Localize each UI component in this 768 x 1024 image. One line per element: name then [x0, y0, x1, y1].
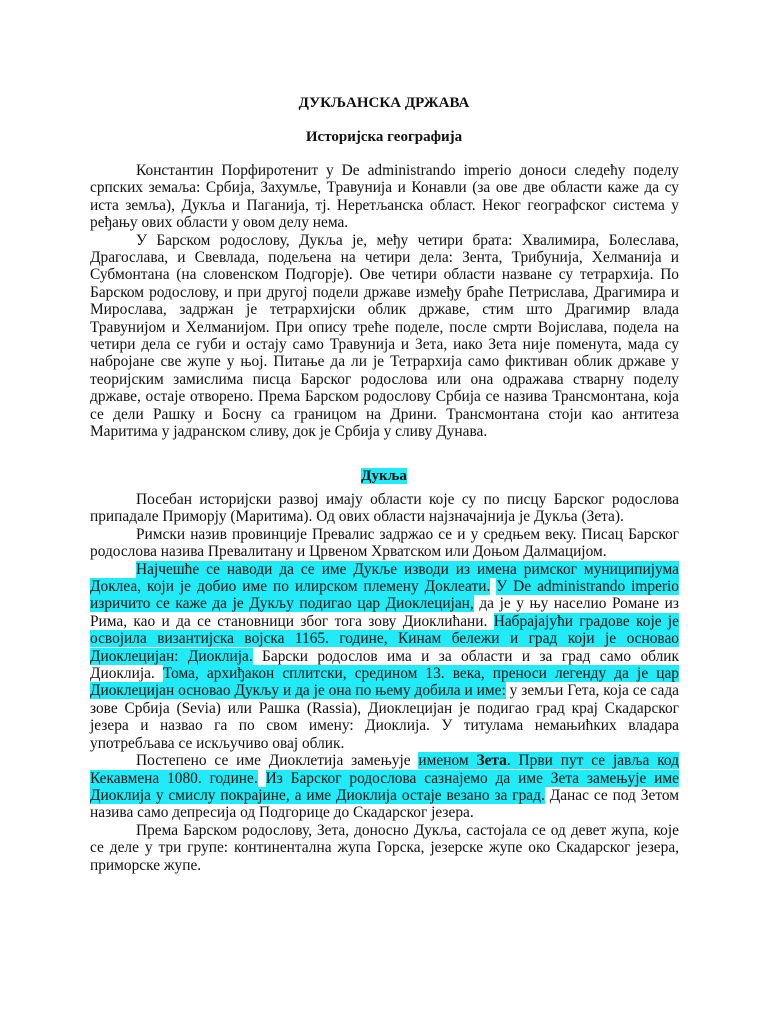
- highlighted-text: Набрајајући градове које је освојила византијска војска 1165. године, Кинам бележи и град који је основао Диоклецијан: Диоклија.: [90, 612, 679, 665]
- text-run: именом: [418, 752, 477, 770]
- paragraph: Римски назив провинције Превалис задржао се и у средњем веку. Писац Барског родослова назива Превалитану и Црвеном Хрватском или Доњом Далмацијом.: [90, 525, 679, 561]
- paragraph: Посебан историјски развој имају области које су по писцу Барског родослова припадале Приморју (Маритима). Од ових области најзначајнија је Дукља (Зета).: [90, 491, 679, 526]
- section-historical-geography: [90, 162, 679, 441]
- paragraph: У Барском родослову, Дукља је, међу четири брата: Хвалимира, Болеслава, Драгослава, и Свевлада, подељена на четири дела: Зента, Трибунија, Хелманија и Субмонтана (на словенском Подгорје). Ове четири области назване су тетрархија. По Барском родослову, и при другој подели државе између браће Петрислава, Драгимира и Мирослава, задржан је тетрархијски облик државе, стим што Драгимир влада Травунијом и Хелманијом. При опису треће поделе, после смрти Војислава, подела на четири дела се губи и остају само Травунија и Зета, иако Зета није поменута, мада су набројане све жупе у њој. Питање да ли је Тетрархија само фиктиван облик државе у теоријским замислима писца Барског родослова или она одражава стварну поделу државе, остаје отворено. Према Барском родослову Србија се назива Трансмонтана, која се дели Рашку и Босну са границом на Дрини. Трансмонтана стоји као антитеза Маритима у јадранском сливу, док је Србија у сливу Дунава.: [90, 231, 679, 441]
- text-run: Постепено се име Диоклетија замењује: [136, 752, 419, 770]
- text-run: да је у њу населио Романе из Рима, као и да се становници због тога зову Диоклићани.: [90, 595, 679, 630]
- highlighted-text: Тома, архиђакон сплитски, средином 13. века, преноси легенду да је цар Диоклецијан основао Дукљу и да је она по њему добила и име:: [90, 665, 679, 700]
- bold-term: Зета: [476, 752, 507, 770]
- paragraph: Према Барском родослову, Зета, доносно Дукља, састојала се од девет жупа, које се деле у три групе: континентална жупа Горска, језерске жупе око Скадарског језера, приморске жупе.: [90, 821, 679, 874]
- paragraph: [90, 561, 679, 752]
- highlighted-text: Најчешће се наводи да се име Дукље изводи из имена римског муниципијума Доклеа, који је добио име по илирском племену Доклеати.: [90, 560, 679, 596]
- text-run: . Први пут се јавља код Кекавмена 1080. године.: [90, 752, 679, 787]
- text-run: Данас се под Зетом назива само депресија од Подгорице до Скадарског језера.: [90, 786, 679, 822]
- page-subtitle: Историјска географија: [305, 129, 463, 145]
- section-heading-text: Дукља: [361, 468, 407, 484]
- highlighted-text: У De administrando imperio изричито се каже да је Дукљу подигао цар Диоклецијан,: [90, 578, 679, 613]
- page-title: ДУКЉАНСКА ДРЖАВА: [298, 95, 470, 111]
- text-run: у земљи Гета, која се сада зове Србија (Sevia) или Рашка (Rassia), Диоклецијан је подигао град крај Скадарског језера и назвао га по свом имену: Диоклија. У титулама немањићких владара употребљава се искључиво овај облик.: [90, 682, 679, 752]
- section-heading: [0, 467, 768, 485]
- section-duklja: [90, 491, 679, 874]
- highlighted-text: Из Барског родослова сазнајемо да име Зета замењује име Диоклија у смислу покрајине, а име Диоклија остаје везано за град.: [90, 769, 679, 804]
- paragraph: [90, 752, 679, 822]
- text-run: Барски родослов има и за области и за град само облик Диоклија.: [90, 647, 679, 683]
- paragraph: Константин Порфиротенит у De administrando imperio доноси следећу поделу српских земаља: Србија, Захумље, Травунија и Конавли (за ове две области каже да су иста земља), Дукља и Паганија, тј. Неретљанска област. Неког географског система у рeђању ових области у овом делу нема.: [90, 162, 679, 232]
